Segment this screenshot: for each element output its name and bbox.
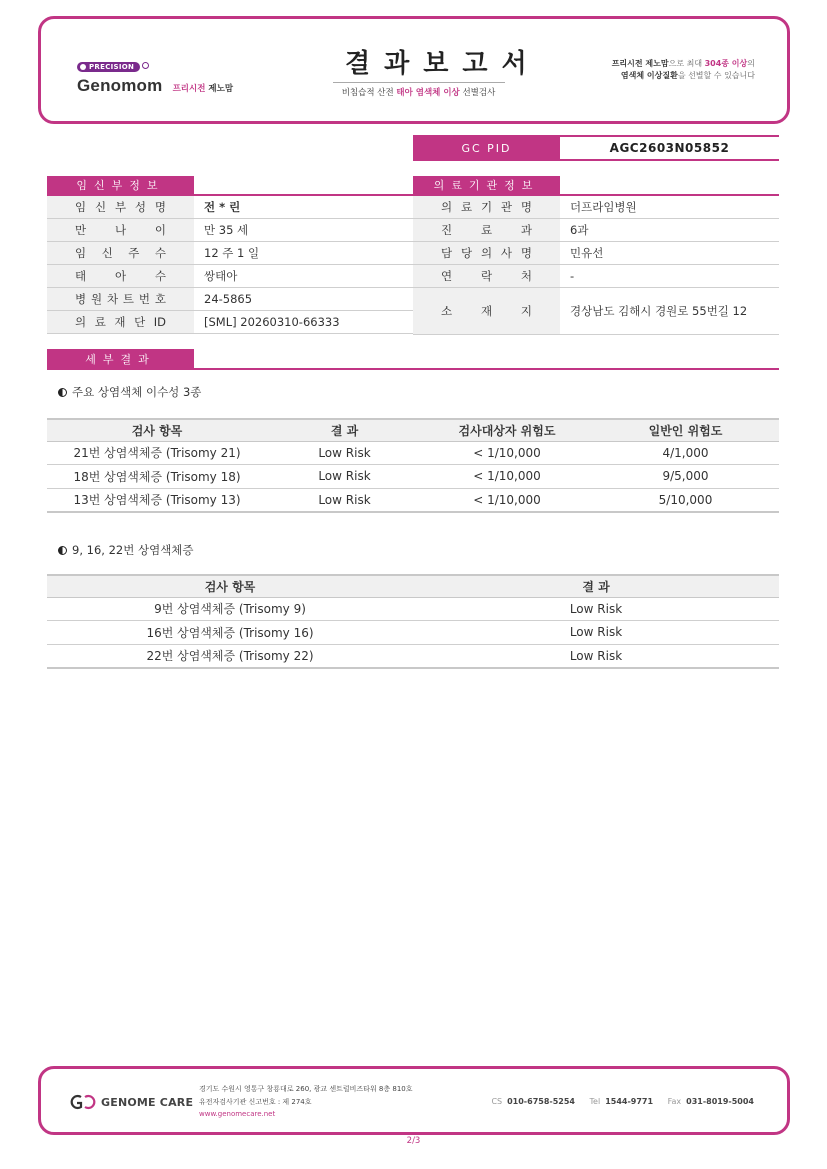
table-row	[47, 488, 779, 512]
brand-name: Genomom	[77, 76, 163, 95]
col-header: 검사 항목	[47, 575, 413, 597]
info-row	[47, 242, 413, 265]
info-row	[47, 265, 413, 288]
test-item: 22번 상염색체증 (Trisomy 22)	[47, 644, 413, 668]
half-circle-icon	[58, 388, 67, 397]
header-tagline: 프리시전 제노맘으로 최대 304종 이상의 염색체 이상질환을 선별할 수 있습니다	[611, 59, 755, 80]
info-row	[47, 288, 413, 311]
info-row	[47, 219, 413, 242]
table-header-row	[47, 419, 779, 441]
info-label: 담 당 의 사 명	[413, 242, 560, 264]
col-header: 결 과	[413, 575, 779, 597]
major-results-table	[47, 418, 779, 513]
page-number: 2/3	[406, 1136, 421, 1146]
gc-pid-value: AGC2603N05852	[609, 141, 730, 155]
table-header-row	[47, 575, 779, 597]
col-header: 검사 항목	[47, 419, 267, 441]
genome-care-icon	[69, 1094, 97, 1110]
foundation-id: [SML] 20260310-66333	[204, 315, 340, 329]
major-section-title: 주요 상염색체 이수성 3종	[58, 384, 201, 400]
genomom-logo	[77, 55, 233, 96]
ring-icon	[142, 62, 149, 69]
genome-care-text: GENOME CARE	[101, 1095, 194, 1109]
contact-numbers: CS 010-6758-5254 Tel 1544-9771 Fax 031-8019-5004	[491, 1097, 754, 1106]
info-row	[413, 265, 779, 288]
page-title: 결과보고서	[345, 49, 541, 79]
general-risk: 4/1,000	[592, 441, 779, 465]
test-result: Low Risk	[413, 644, 779, 668]
website-link[interactable]: www.genomecare.net	[199, 1110, 276, 1118]
company-address: 경기도 수원시 영통구 창룡대로 260, 광교 센트럴비즈타워 8층 810호 유전자검사기관 신고번호 : 제 274호 www.genomecare.net	[199, 1083, 413, 1121]
detail-section-label: 세부결과	[47, 349, 194, 368]
chart-number: 24-5865	[204, 292, 253, 306]
info-label: 의 료 재 단 ID	[47, 311, 194, 333]
info-label: 의 료 기 관 명	[413, 196, 560, 218]
table-row	[47, 621, 779, 645]
info-label: 연 락 처	[413, 265, 560, 287]
col-header: 일반인 위험도	[592, 419, 779, 441]
gestational-age: 12 주 1 일	[204, 246, 260, 260]
report-header	[38, 16, 790, 124]
precision-badge: PRECISION	[77, 62, 140, 72]
info-label: 태 아 수	[47, 265, 194, 287]
info-row	[413, 242, 779, 265]
tel-number: 1544-9771	[605, 1097, 654, 1106]
doctor-name: 민유선	[570, 246, 604, 260]
patient-info	[47, 176, 413, 334]
test-item: 13번 상염색체증 (Trisomy 13)	[47, 488, 267, 512]
institution-address: 경상남도 김해시 경원로 55번길 12	[570, 304, 748, 318]
patient-name: 전 * 린	[204, 200, 241, 214]
table-row	[47, 441, 779, 465]
title-block	[331, 43, 541, 98]
fax-number: 031-8019-5004	[686, 1097, 754, 1106]
contact: -	[570, 269, 575, 283]
cs-number: 010-6758-5254	[507, 1097, 575, 1106]
info-label: 병 원 차 트 번 호	[47, 288, 194, 310]
page-subtitle: 비침습적 산전 태아 염색체 이상 선별검사	[341, 88, 496, 98]
subject-risk: < 1/10,000	[422, 465, 592, 489]
info-row	[413, 288, 779, 335]
info-label: 임 신 주 수	[47, 242, 194, 264]
report-footer	[38, 1066, 790, 1135]
gc-pid-label: GC PID	[413, 137, 560, 159]
dot-icon	[80, 64, 86, 70]
genome-care-logo	[69, 1094, 193, 1110]
test-result: Low Risk	[413, 597, 779, 621]
test-item: 9번 상염색체증 (Trisomy 9)	[47, 597, 413, 621]
test-result: Low Risk	[267, 441, 422, 465]
title-divider	[333, 82, 505, 83]
general-risk: 9/5,000	[592, 465, 779, 489]
fetus-count: 쌍태아	[204, 269, 238, 283]
gc-pid-row	[413, 135, 779, 161]
subject-risk: < 1/10,000	[422, 441, 592, 465]
institution-name: 더프라임병원	[570, 200, 637, 214]
minor-section-title: 9, 16, 22번 상염색체증	[58, 542, 194, 558]
test-item: 18번 상염색체증 (Trisomy 18)	[47, 465, 267, 489]
institution-section-label: 의료기관정보	[413, 176, 560, 194]
info-label: 소 재 지	[413, 288, 560, 334]
half-circle-icon	[58, 546, 67, 555]
table-row	[47, 597, 779, 621]
minor-results-table	[47, 574, 779, 669]
department: 6과	[570, 223, 589, 237]
subject-risk: < 1/10,000	[422, 488, 592, 512]
institution-info	[413, 176, 779, 335]
brand-korean: 프리시전 제노맘	[172, 84, 234, 94]
test-item: 21번 상염색체증 (Trisomy 21)	[47, 441, 267, 465]
col-header: 검사대상자 위험도	[422, 419, 592, 441]
patient-section-label: 임신부정보	[47, 176, 194, 194]
test-item: 16번 상염색체증 (Trisomy 16)	[47, 621, 413, 645]
info-label: 진 료 과	[413, 219, 560, 241]
info-label: 만 나 이	[47, 219, 194, 241]
info-row	[47, 196, 413, 219]
detail-results-header	[47, 349, 779, 370]
table-row	[47, 644, 779, 668]
info-label: 임 신 부 성 명	[47, 196, 194, 218]
info-row	[413, 196, 779, 219]
info-row	[47, 311, 413, 334]
table-row	[47, 465, 779, 489]
patient-age: 만 35 세	[204, 223, 249, 237]
test-result: Low Risk	[267, 465, 422, 489]
col-header: 결 과	[267, 419, 422, 441]
test-result: Low Risk	[413, 621, 779, 645]
general-risk: 5/10,000	[592, 488, 779, 512]
info-row	[413, 219, 779, 242]
test-result: Low Risk	[267, 488, 422, 512]
